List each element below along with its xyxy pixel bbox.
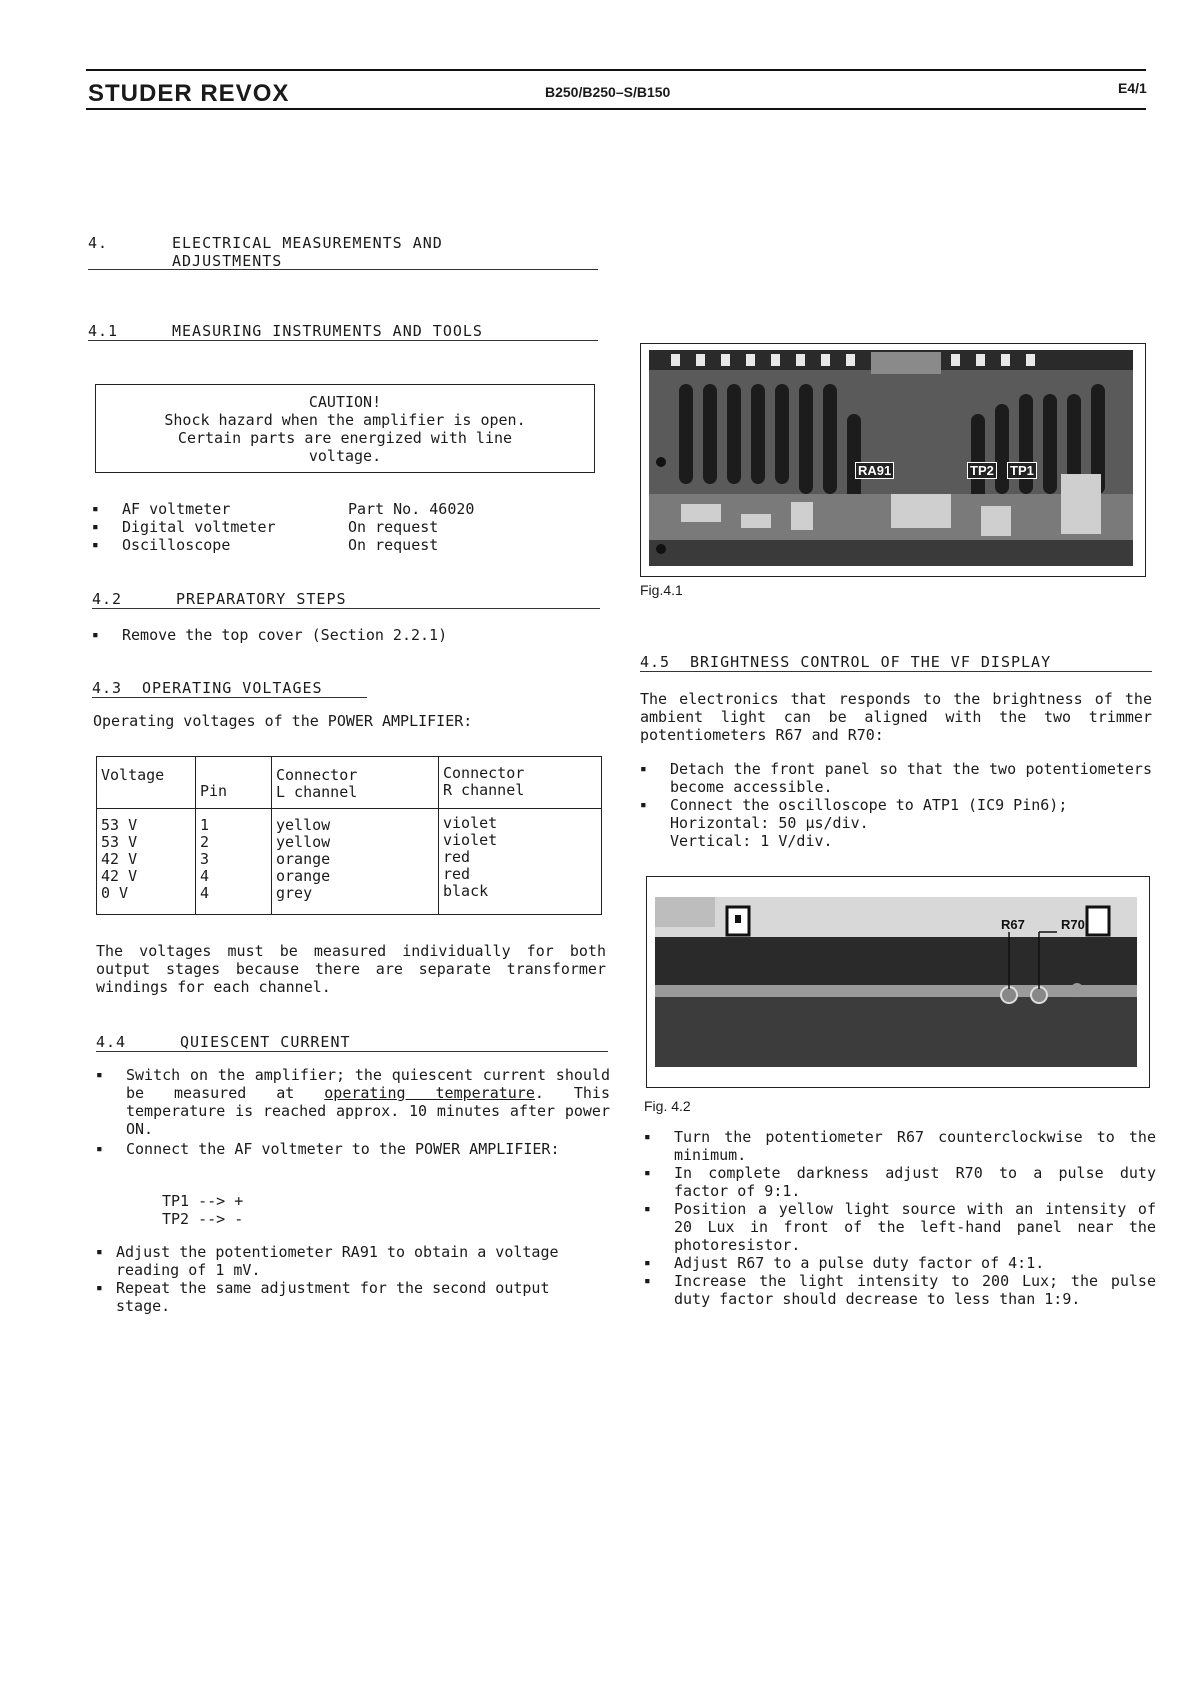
tp2-connection: TP2 --> - <box>162 1210 244 1228</box>
header-rule-top <box>86 69 1146 71</box>
subsection-number-4-2: 4.2 <box>92 590 123 608</box>
figure-4-1-photo <box>640 343 1146 577</box>
subsection-title-4-5: BRIGHTNESS CONTROL OF THE VF DISPLAY <box>690 653 1052 671</box>
heading-underline <box>92 608 600 609</box>
figure-4-1-caption: Fig.4.1 <box>640 582 683 598</box>
list-item <box>96 1066 610 1138</box>
label-ra91: RA91 <box>855 462 894 479</box>
caution-line: Shock hazard when the amplifier is open. <box>164 411 526 429</box>
list-item: ▪ Connect the AF voltmeter to the POWER AMPLIFIER: <box>96 1140 610 1158</box>
caution-box <box>95 384 595 473</box>
list-item <box>92 518 602 536</box>
section-title-line2: ADJUSTMENTS <box>172 252 283 270</box>
heading-underline <box>88 269 598 270</box>
instrument-part: Part No. 46020 <box>348 500 475 518</box>
list-item: ▪ In complete darkness adjust R70 to a pulse duty factor of 9:1. <box>644 1164 1156 1200</box>
instrument-name: Oscilloscope <box>122 536 231 554</box>
tp1-connection: TP1 --> + <box>162 1192 244 1210</box>
list-item: ▪ Position a yellow light source with an intensity of 20 Lux in front of the left-hand panel near the photoresistor. <box>644 1200 1156 1254</box>
front-panel-image <box>647 877 1145 1083</box>
label-r70: R70 <box>1061 917 1085 932</box>
instrument-name: Digital voltmeter <box>122 518 276 536</box>
section-title-line1: ELECTRICAL MEASUREMENTS AND <box>172 234 443 252</box>
quiescent-adjust <box>96 1243 610 1315</box>
label-tp2: TP2 <box>967 462 997 479</box>
model-number: B250/B250–S/B150 <box>545 84 671 100</box>
list-item <box>92 536 602 554</box>
figure-4-2-caption: Fig. 4.2 <box>644 1098 691 1114</box>
subsection-number-4-4: 4.4 <box>96 1033 127 1051</box>
list-item: ▪ Remove the top cover (Section 2.2.1) <box>92 626 602 644</box>
instrument-part: On request <box>348 536 439 554</box>
subsection-title-4-1: MEASURING INSTRUMENTS AND TOOLS <box>172 322 483 340</box>
subsection-number-4-1: 4.1 <box>88 322 119 340</box>
heading-underline <box>640 671 1152 672</box>
step-text: . This temperature is reached approx. 10 minutes after power ON. <box>126 1084 610 1138</box>
heading-underline <box>88 340 598 341</box>
subsection-number-4-5: 4.5 <box>640 653 671 671</box>
caution-line: voltage. <box>308 447 382 465</box>
label-tp1: TP1 <box>1007 462 1037 479</box>
caution-title: CAUTION! <box>308 393 382 411</box>
table-cell-pin: 1 2 3 4 4 <box>196 809 272 915</box>
scope-horizontal: Horizontal: 50 µs/div. <box>670 814 869 832</box>
quiescent-steps <box>96 1066 610 1158</box>
list-item: ▪ Adjust the potentiometer RA91 to obtain a voltage reading of 1 mV. <box>96 1243 610 1279</box>
table-header: Connector R channel <box>439 757 602 809</box>
brightness-intro: The electronics that responds to the brightness of the ambient light can be aligned with the two trimmer potentiometers R67 and R70: <box>640 690 1152 744</box>
step-emphasis: operating temperature <box>324 1084 535 1102</box>
caution-line: Certain parts are energized with line <box>177 429 513 447</box>
subsection-title-4-2: PREPARATORY STEPS <box>176 590 347 608</box>
list-item: ▪ Detach the front panel so that the two potentiometers become accessible. <box>640 760 1152 796</box>
instrument-list <box>92 500 602 554</box>
brand-logo: STUDER REVOX <box>88 80 290 107</box>
list-item <box>92 500 602 518</box>
list-item: ▪ Repeat the same adjustment for the second output stage. <box>96 1279 610 1315</box>
preparatory-steps <box>92 626 602 644</box>
table-cell-r-channel: violet violet red red black <box>439 809 602 915</box>
step-text: Switch on the amplifier; the quiescent current should be measured at <box>126 1066 610 1102</box>
brightness-steps-a <box>640 760 1152 814</box>
circuit-board-image <box>641 344 1141 572</box>
header-rule-bottom <box>86 108 1146 110</box>
table-header: Voltage <box>97 757 196 809</box>
instrument-part: On request <box>348 518 439 536</box>
label-r67: R67 <box>1001 917 1025 932</box>
instrument-name: AF voltmeter <box>122 500 231 518</box>
list-item: ▪ Adjust R67 to a pulse duty factor of 4:1. <box>644 1254 1156 1272</box>
voltages-intro: Operating voltages of the POWER AMPLIFIER: <box>93 712 473 730</box>
table-row <box>97 809 602 915</box>
table-cell-l-channel: yellow yellow orange orange grey <box>272 809 439 915</box>
heading-underline <box>96 1051 608 1052</box>
subsection-number-4-3: 4.3 <box>92 679 123 697</box>
voltages-note: The voltages must be measured individually for both output stages because there are separate transformer windings for each channel. <box>96 942 606 996</box>
table-header: Connector L channel <box>272 757 439 809</box>
scope-vertical: Vertical: 1 V/div. <box>670 832 833 850</box>
page-number: E4/1 <box>1118 80 1147 96</box>
voltage-table <box>96 756 602 915</box>
table-header: Pin <box>196 757 272 809</box>
list-item: ▪ Connect the oscilloscope to ATP1 (IC9 Pin6); <box>640 796 1152 814</box>
heading-underline <box>92 697 367 698</box>
figure-4-2-photo <box>646 876 1150 1088</box>
subsection-title-4-4: QUIESCENT CURRENT <box>180 1033 351 1051</box>
table-cell-voltage: 53 V 53 V 42 V 42 V 0 V <box>97 809 196 915</box>
list-item: ▪ Turn the potentiometer R67 counterclockwise to the minimum. <box>644 1128 1156 1164</box>
brightness-steps-b <box>644 1128 1156 1308</box>
subsection-title-4-3: OPERATING VOLTAGES <box>142 679 323 697</box>
table-header-row <box>97 757 602 809</box>
list-item: ▪ Increase the light intensity to 200 Lux; the pulse duty factor should decrease to less than 1:9. <box>644 1272 1156 1308</box>
section-number: 4. <box>88 234 109 252</box>
